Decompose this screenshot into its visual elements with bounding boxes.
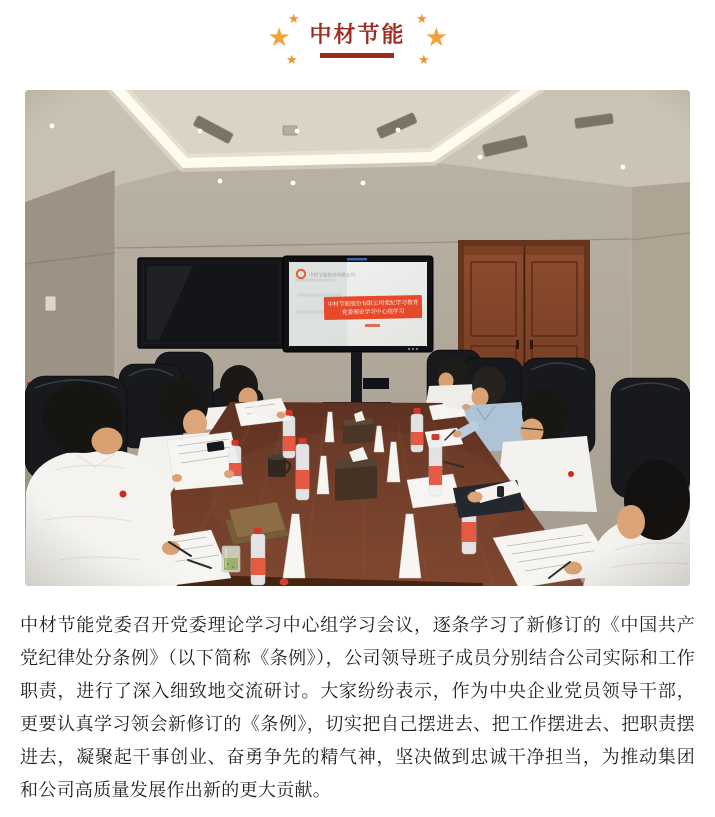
brand-title: 中材节能 [309,21,406,47]
brand-header [0,0,715,66]
star-icon: ★ [287,11,300,26]
star-cluster-left [267,12,301,66]
star-icon: ★ [424,22,448,52]
brand-underline [320,53,394,58]
brand-block [309,21,405,58]
star-icon: ★ [417,52,430,67]
star-icon: ★ [267,22,291,52]
star-icon: ★ [415,11,428,26]
article-paragraph: 中材节能党委召开党委理论学习中心组学习会议，逐条学习了新修订的《中国共产党纪律处分条例》（以下简称《条例》），公司领导班子成员分别结合公司实际和工作职责，进行了深入细致地交流研讨。大家纷纷表示，作为中央企业党员领导干部，更要认真学习领会新修订的《条例》，切实把自己摆进去、把工作摆进去、把职责摆进去，凝聚起干事创业、奋勇争先的精气神，坚决做到忠诚干净担当，为推动集团和公司高质量发展作出新的更大贡献。 [20,615,695,800]
star-cluster-right [414,12,448,66]
photo-vignette [25,90,690,586]
star-icon: ★ [285,52,298,67]
meeting-photo[interactable] [25,90,690,586]
article-body [20,609,695,817]
